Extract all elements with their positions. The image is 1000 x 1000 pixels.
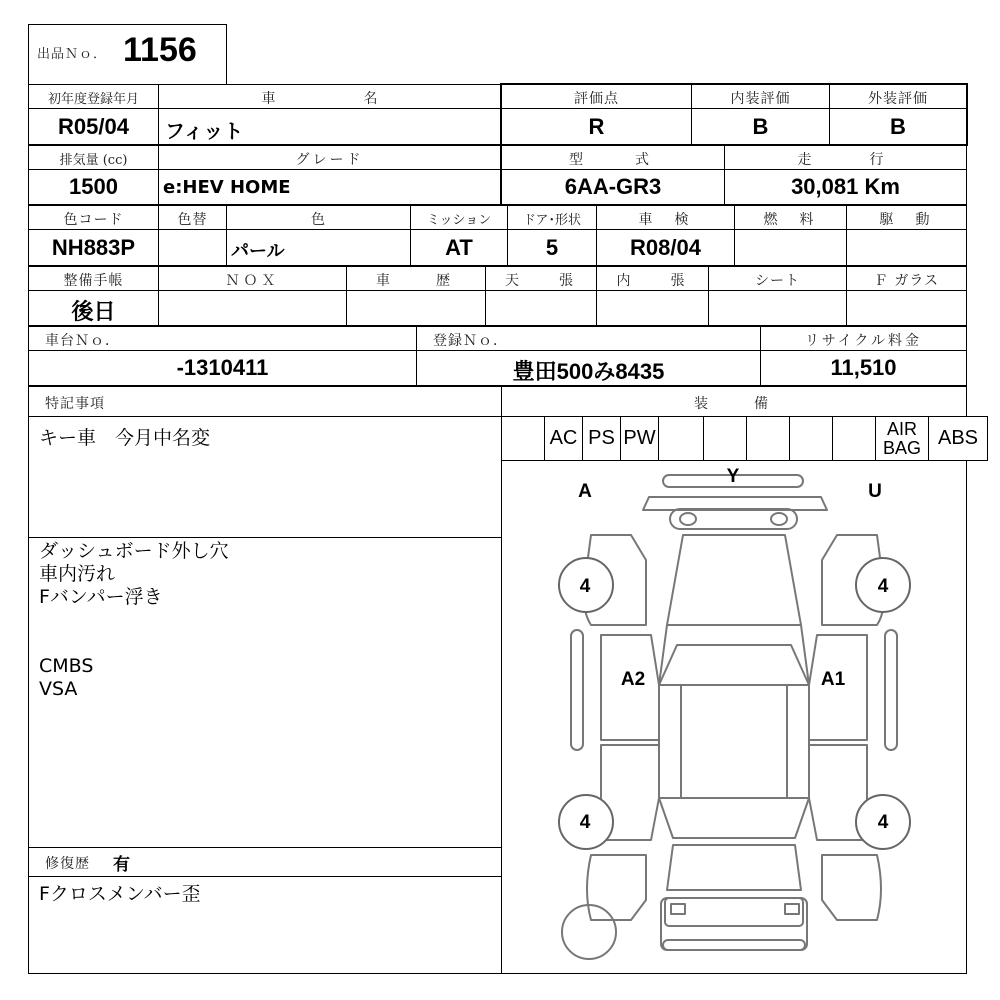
mission-label-cell — [410, 205, 508, 230]
model-value: 6AA-GR3 — [564, 174, 662, 199]
reg-year-label-cell — [28, 84, 159, 109]
notes-line — [39, 632, 229, 655]
reg-year-label: 初年度登録年月 — [47, 92, 139, 107]
displacement-value: 1500 — [69, 174, 118, 199]
repair-history-value: 有 — [113, 855, 130, 875]
notes-line: VSA — [39, 678, 78, 700]
damage-mark-front-left: A — [578, 481, 592, 502]
score-label: 評価点 — [574, 91, 619, 107]
left-mirror-rail-outline — [571, 630, 583, 750]
mileage-cell — [724, 169, 967, 205]
car-name-label: 車 名 — [261, 91, 398, 107]
equipment-item-blank-6 — [832, 416, 876, 461]
lot-number-box — [28, 24, 227, 85]
roof-cell — [485, 290, 597, 326]
fuel-cell — [734, 229, 847, 266]
notes-line: Fバンパー浮き — [39, 586, 163, 608]
drive-label: 駆 動 — [879, 212, 934, 228]
equipment-item-airbag: AIR BAG — [875, 416, 929, 461]
fuel-label: 燃 料 — [763, 212, 818, 228]
tire-front-left-value: 4 — [579, 576, 591, 597]
grade-label-cell — [158, 145, 501, 170]
registration-label-cell — [416, 326, 761, 351]
interior-trim-cell — [596, 290, 709, 326]
tire-rear-right-value: 4 — [877, 812, 889, 833]
interior-trim-label: 内 張 — [616, 273, 689, 289]
mileage-label-cell — [724, 145, 967, 170]
equipment-item-pw: PW — [620, 416, 659, 461]
score-value: R — [588, 114, 605, 139]
equipment-row — [501, 416, 979, 461]
exterior-score-value: B — [890, 114, 906, 139]
color-code-value: NH883P — [51, 235, 136, 260]
history-label-cell — [346, 266, 486, 291]
exterior-score-label: 外装評価 — [868, 91, 928, 107]
equipment-item-ps: PS — [582, 416, 621, 461]
rear-step-outline — [663, 940, 805, 950]
car-name-label-cell — [158, 84, 501, 109]
seat-cell — [708, 290, 847, 326]
mileage-value: 30,081 Km — [791, 174, 900, 199]
notes-line: ダッシュボード外し穴 — [39, 540, 229, 562]
grade-label: グレード — [295, 152, 364, 168]
lot-number-value: 1156 — [123, 31, 197, 69]
tire-rear-left-value: 4 — [579, 812, 591, 833]
seat-label: シート — [755, 273, 800, 289]
right-mirror-rail-outline — [885, 630, 897, 750]
model-label-cell — [501, 145, 725, 170]
color-code-label-cell — [28, 205, 159, 230]
notes-list-cell — [28, 537, 502, 848]
color-change-cell — [158, 229, 227, 266]
notes-line: CMBS — [39, 655, 94, 677]
inspection-value: R08/04 — [630, 235, 701, 260]
color-change-label-cell — [158, 205, 227, 230]
history-label: 車 歴 — [376, 273, 456, 289]
equipment-item-blank-5 — [789, 416, 833, 461]
maintenance-value: 後日 — [71, 299, 116, 324]
maintenance-label: 整備手帳 — [63, 273, 124, 289]
equipment-item-blank-1 — [501, 416, 545, 461]
notes-primary-text: キー車 今月中名変 — [39, 427, 211, 449]
history-cell — [346, 290, 486, 326]
chassis-cell — [28, 350, 417, 386]
repair-detail-cell — [28, 876, 502, 974]
score-label-cell — [501, 84, 692, 109]
inspection-cell — [596, 229, 735, 266]
color-cell — [226, 229, 411, 266]
nox-cell — [158, 290, 347, 326]
reg-year-cell — [28, 108, 159, 145]
maintenance-label-cell — [28, 266, 159, 291]
exterior-score-label-cell — [829, 84, 967, 109]
grade-cell — [158, 169, 501, 205]
maintenance-cell — [28, 290, 159, 326]
tire-front-right-value: 4 — [877, 576, 889, 597]
inspection-label-cell — [596, 205, 735, 230]
equipment-item-abs: ABS — [928, 416, 988, 461]
drive-label-cell — [846, 205, 967, 230]
notes-line: 車内汚れ — [39, 563, 116, 585]
interior-score-label-cell — [691, 84, 830, 109]
door-value: 5 — [545, 235, 559, 260]
equipment-item-ac: AC — [544, 416, 583, 461]
registration-cell — [416, 350, 761, 386]
score-cell — [501, 108, 692, 145]
glass-label: Ｆ ガラス — [873, 273, 940, 289]
windshield-outline — [659, 645, 809, 685]
color-label: 色 — [311, 212, 326, 228]
car-name-cell — [158, 108, 501, 145]
chassis-label-cell — [28, 326, 417, 351]
right-taillamp-outline — [785, 904, 799, 914]
exterior-score-cell — [829, 108, 967, 145]
recycle-label-cell — [760, 326, 967, 351]
notes-list — [39, 540, 229, 701]
damage-mark-right-side: A1 — [820, 669, 846, 690]
equipment-label-cell — [501, 386, 967, 417]
damage-mark-left-side: A2 — [620, 669, 646, 690]
color-change-label: 色替 — [177, 212, 208, 228]
color-code-cell — [28, 229, 159, 266]
left-taillamp-outline — [671, 904, 685, 914]
interior-score-cell — [691, 108, 830, 145]
model-label: 型 式 — [569, 152, 657, 168]
registration-label: 登録Ｎｏ． — [433, 333, 508, 349]
interior-trim-label-cell — [596, 266, 709, 291]
front-grille-outline — [670, 509, 797, 529]
repair-history-label: 修復歴 — [45, 856, 90, 872]
equipment-item-blank-3 — [703, 416, 747, 461]
door-label-cell — [507, 205, 597, 230]
model-cell — [501, 169, 725, 205]
equipment-label: 装 備 — [694, 396, 774, 412]
equipment-item-blank-2 — [658, 416, 704, 461]
drive-cell — [846, 229, 967, 266]
seat-label-cell — [708, 266, 847, 291]
damage-mark-front-right: U — [868, 481, 882, 502]
nox-label-cell — [158, 266, 347, 291]
chassis-value: -1310411 — [176, 355, 269, 380]
lot-number-label: 出品Ｎｏ． — [37, 47, 108, 62]
color-label-cell — [226, 205, 411, 230]
equipment-item-blank-4 — [746, 416, 790, 461]
registration-value: 豊田500み8435 — [512, 359, 665, 384]
recycle-cell — [760, 350, 967, 386]
grade-value: e:HEV HOME — [163, 177, 291, 198]
displacement-label: 排気量 (cc) — [59, 153, 128, 168]
glass-label-cell — [846, 266, 967, 291]
roof-label-cell — [485, 266, 597, 291]
notes-primary-cell — [28, 416, 502, 538]
mission-label: ミッション — [426, 213, 492, 228]
interior-score-value: B — [752, 114, 769, 139]
chassis-label: 車台Ｎｏ． — [45, 333, 120, 349]
hood-outline — [667, 535, 801, 625]
car-body-diagram — [501, 460, 967, 974]
roof-outline — [681, 685, 787, 798]
notes-line — [39, 609, 229, 632]
mission-value: AT — [445, 235, 473, 260]
glass-cell — [846, 290, 967, 326]
displacement-label-cell — [28, 145, 159, 170]
door-label: ドア･形状 — [522, 213, 582, 228]
reg-year-value: R05/04 — [58, 114, 129, 139]
color-value: パール — [231, 241, 285, 262]
right-rear-fender-outline — [822, 855, 881, 920]
nox-label: ＮＯＸ — [225, 273, 280, 289]
repair-detail-text: Fクロスメンバー歪 — [39, 883, 201, 905]
roof-label: 天 張 — [505, 273, 577, 289]
damage-mark-front-bumper: Y — [726, 466, 740, 487]
door-cell — [507, 229, 597, 266]
left-rear-fender-outline — [587, 855, 646, 920]
recycle-label: リサイクル料金 — [804, 333, 923, 349]
car-outline — [562, 475, 897, 959]
tire-circles — [559, 558, 910, 849]
color-code-label: 色コード — [63, 212, 124, 228]
repair-history-label-cell — [28, 847, 502, 877]
left-headlamp-outline — [680, 513, 696, 525]
right-headlamp-outline — [771, 513, 787, 525]
trunk-outline — [667, 845, 801, 890]
rear-glass-outline — [659, 798, 809, 838]
displacement-cell — [28, 169, 159, 205]
interior-score-label: 内装評価 — [730, 91, 791, 107]
fuel-label-cell — [734, 205, 847, 230]
notes-label: 特記事項 — [45, 396, 105, 412]
car-name-value: フィット — [165, 119, 244, 143]
inspection-label: 車 検 — [638, 212, 693, 228]
mileage-label: 走 行 — [797, 152, 894, 168]
mission-cell — [410, 229, 508, 266]
notes-label-cell — [28, 386, 502, 417]
recycle-value: 11,510 — [830, 355, 897, 380]
